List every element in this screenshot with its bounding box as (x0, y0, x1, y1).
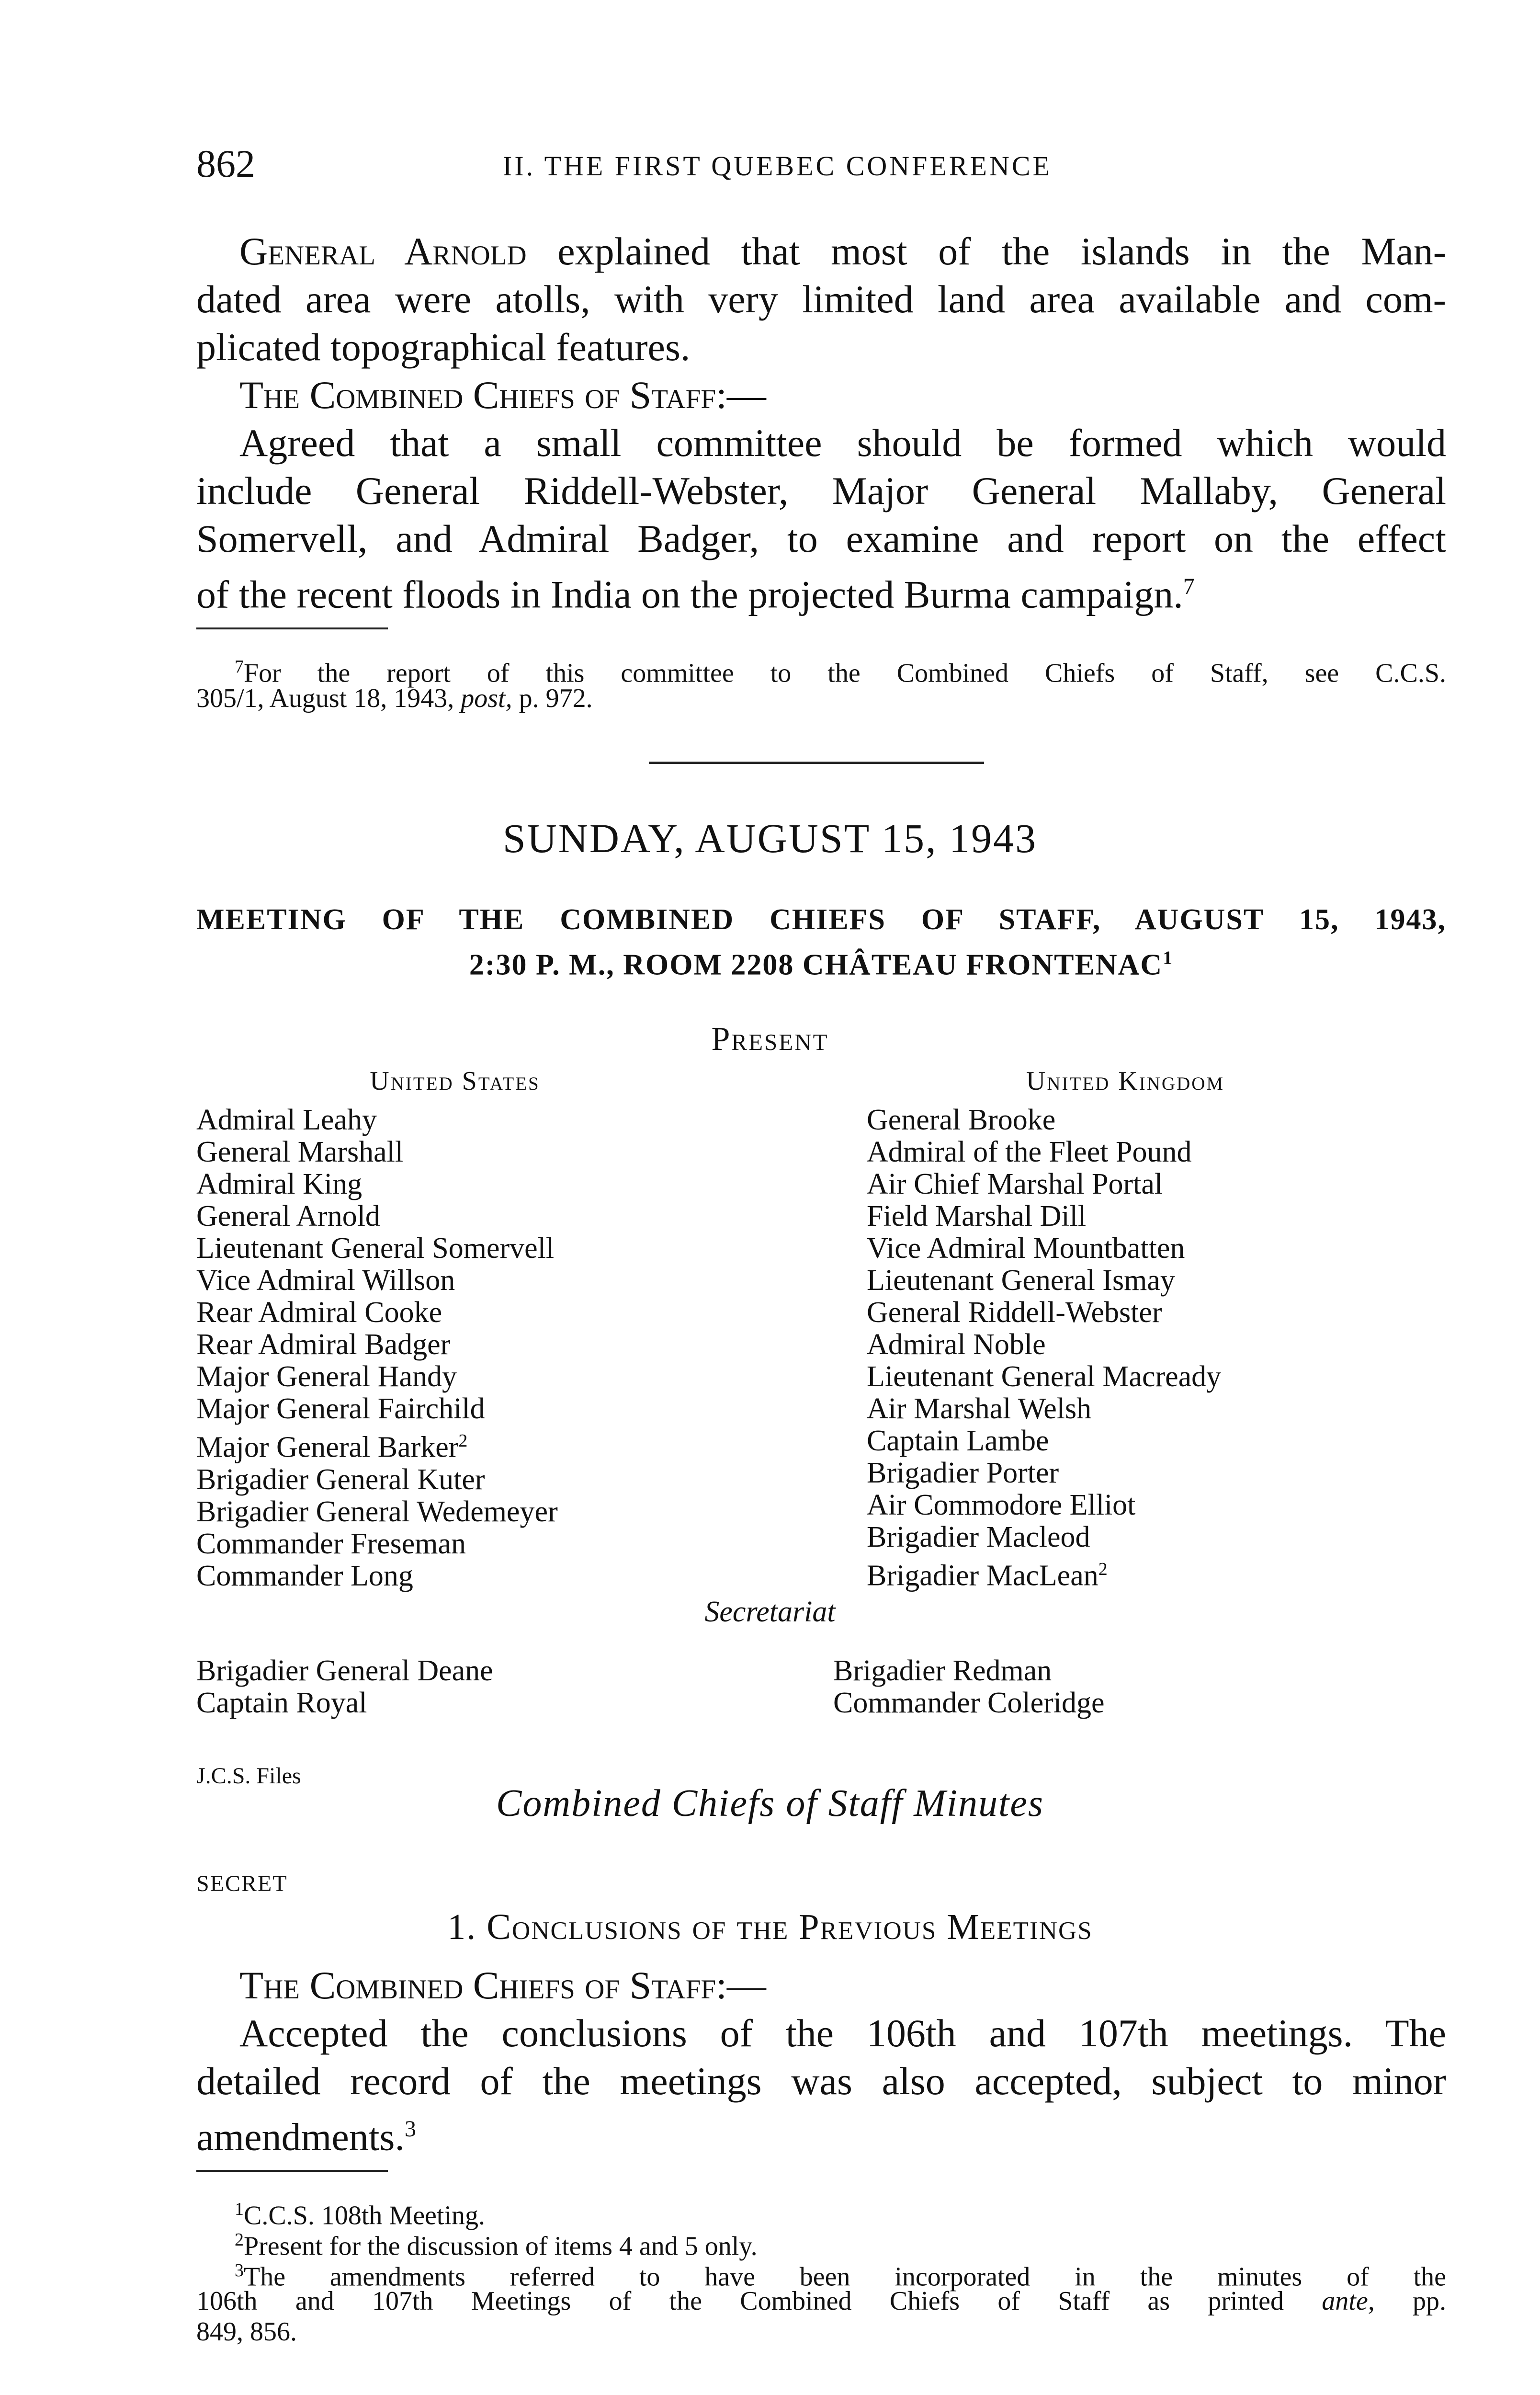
footnote-3: $^3$The amendments referred to have been incorporated in the minutes of the (235, 2260, 1446, 2292)
list-item: General Marshall (196, 1136, 404, 1168)
list-item: General Riddell-Webster (867, 1296, 1162, 1329)
list-item: General Brooke (867, 1104, 1056, 1136)
footnote-1: $^1$C.C.S. 108th Meeting. (235, 2199, 486, 2231)
footnote-7-line2: 305/1, August 18, 1943, post, p. 972. (196, 684, 593, 713)
footnote-2: $^2$Present for the discussion of items 4 and 5 only. (235, 2230, 758, 2261)
list-item: Lieutenant General Somervell (196, 1232, 555, 1265)
us-attendees-list (196, 1104, 558, 1592)
list-item: Commander Coleridge (833, 1687, 1105, 1719)
list-item: Air Marshal Welsh (867, 1392, 1092, 1425)
uk-column-heading: United Kingdom (1026, 1066, 1225, 1096)
list-item: Commander Long (196, 1559, 413, 1592)
list-item: Major General Fairchild (196, 1392, 485, 1425)
list-item: Major General Handy (196, 1360, 457, 1393)
footnote-3-line2: 106th and 107th Meetings of the Combined Chiefs of Staff as printed ante, pp. (196, 2286, 1446, 2316)
agreement-line2: include General Riddell-Webster, Major General Mallaby, General (196, 469, 1446, 513)
paragraph-arnold-line1: General Arnold explained that most of the islands in the Man- (239, 229, 1446, 273)
uk-attendees-list (867, 1104, 1221, 1592)
list-item: Admiral King (196, 1168, 362, 1200)
classification-label: SECRET (196, 1871, 288, 1896)
list-item: Field Marshal Dill (867, 1200, 1087, 1232)
list-item: Brigadier General Kuter (196, 1463, 485, 1496)
agreement-line4: of the recent floods in India on the projected Burma campaign.$^7$ (196, 572, 1195, 616)
secretariat-right-list (833, 1655, 1104, 1719)
list-item: Lieutenant General Macready (867, 1360, 1222, 1393)
list-item: Vice Admiral Mountbatten (867, 1232, 1185, 1265)
list-item: Brigadier Porter (867, 1457, 1059, 1489)
present-label: Present (711, 1021, 829, 1058)
list-item: Air Chief Marshal Portal (867, 1168, 1163, 1200)
list-item: Vice Admiral Willson (196, 1264, 455, 1297)
list-item: Brigadier Redman (833, 1654, 1052, 1687)
section-heading: 1. Conclusions of the Previous Meetings (447, 1907, 1093, 1947)
conclusions-line1: Accepted the conclusions of the 106th and 107th meetings. The (239, 2011, 1446, 2055)
running-title: II. THE FIRST QUEBEC CONFERENCE (503, 150, 1052, 182)
footnote-rule (196, 627, 388, 629)
meeting-heading: MEETING OF THE COMBINED CHIEFS OF STAFF, AUGUST 15, 1943, 2:30 P. M., ROOM 2208 CHÂTEAU FRONTENAC$^1$ (196, 903, 1446, 981)
agreement-line1: Agreed that a small committee should be formed which would (239, 421, 1446, 465)
list-item: Rear Admiral Cooke (196, 1296, 442, 1329)
list-item: Major General Barker$^2$ (196, 1431, 468, 1464)
agreement-line3: Somervell, and Admiral Badger, to examine and report on the effect (196, 517, 1446, 560)
list-item: Admiral Noble (867, 1328, 1046, 1361)
footnote-ref: 7 (1183, 574, 1195, 599)
speaker-name: General Arnold (239, 229, 527, 273)
speaker-heading: The Combined Chiefs of Staff:— (239, 373, 766, 417)
conclusions-line2: detailed record of the meetings was also accepted, subject to minor (196, 2059, 1446, 2103)
minutes-title: Combined Chiefs of Staff Minutes (496, 1782, 1044, 1825)
list-item: General Arnold (196, 1200, 380, 1232)
paragraph-arnold-line2: dated area were atolls, with very limited land area available and com- (196, 277, 1446, 321)
list-item: Air Commodore Elliot (867, 1489, 1136, 1521)
section-divider (649, 762, 984, 764)
paragraph-arnold-line3: plicated topographical features. (196, 325, 691, 369)
running-head (196, 141, 1446, 199)
footnote-3-line3: 849, 856. (196, 2317, 297, 2347)
list-item: Lieutenant General Ismay (867, 1264, 1175, 1297)
list-item: Captain Lambe (867, 1425, 1049, 1457)
list-item: Admiral Leahy (196, 1104, 377, 1136)
page-number: 862 (196, 142, 255, 185)
us-column-heading: United States (370, 1066, 540, 1096)
files-label: J.C.S. Files (196, 1763, 301, 1789)
list-item: Rear Admiral Badger (196, 1328, 451, 1361)
list-item: Captain Royal (196, 1687, 367, 1719)
list-item: Brigadier Macleod (867, 1521, 1090, 1553)
date-heading: SUNDAY, AUGUST 15, 1943 (502, 815, 1038, 861)
secretariat-left-list (196, 1655, 493, 1719)
list-item: Brigadier MacLean$^2$ (867, 1559, 1108, 1592)
list-item: Admiral of the Fleet Pound (867, 1136, 1192, 1168)
list-item: Brigadier General Wedemeyer (196, 1495, 558, 1528)
secretariat-label: Secretariat (704, 1596, 836, 1628)
list-item: Brigadier General Deane (196, 1654, 493, 1687)
footnote-rule (196, 2170, 388, 2172)
list-item: Commander Freseman (196, 1527, 466, 1560)
conclusions-line3: amendments.$^3$ (196, 2115, 416, 2159)
footnote-7: $^7$For the report of this committee to the Combined Chiefs of Staff, see C.C.S. (235, 657, 1446, 688)
speaker-heading: The Combined Chiefs of Staff:— (239, 1963, 766, 2007)
